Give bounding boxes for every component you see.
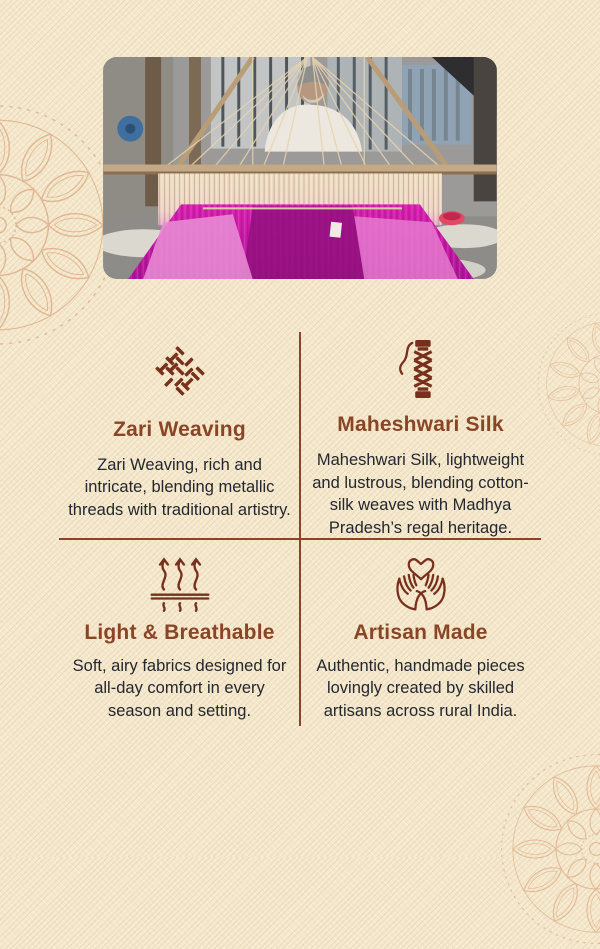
feature-description: Soft, airy fabrics designed for all-day comfort in every season and setting. [72, 657, 287, 720]
zari-weave-icon [150, 334, 210, 408]
silk-spool-icon [392, 334, 450, 403]
weaver-photo-illustration [103, 57, 497, 279]
feature-title: Artisan Made [353, 621, 488, 644]
feature-card-maheshwari-silk [300, 332, 541, 539]
feature-description: Authentic, handmade pieces lovingly created by skilled artisans across rural India. [316, 657, 525, 720]
feature-title: Maheshwari Silk [337, 413, 504, 437]
mandala-ornament-bottom-right [496, 749, 600, 949]
breathable-fabric-icon [147, 551, 213, 613]
feature-title: Zari Weaving [113, 418, 246, 441]
hands-heart-icon [388, 551, 454, 613]
feature-description: Zari Weaving, rich and intricate, blending metallic threads with traditional artistry. [68, 456, 291, 519]
vertical-divider [299, 332, 301, 726]
horizontal-divider [59, 538, 541, 540]
page-root [0, 57, 600, 726]
feature-title: Light & Breathable [84, 621, 275, 644]
feature-description: Maheshwari Silk, lightweight and lustrous, blending cotton-silk weaves with Madhya Pradesh’s regal heritage. [312, 451, 529, 537]
feature-card-zari-weaving [59, 332, 300, 539]
features-grid [59, 332, 541, 726]
weaver-photo [103, 57, 497, 279]
feature-card-light-breathable [59, 539, 300, 726]
feature-card-artisan-made [300, 539, 541, 726]
